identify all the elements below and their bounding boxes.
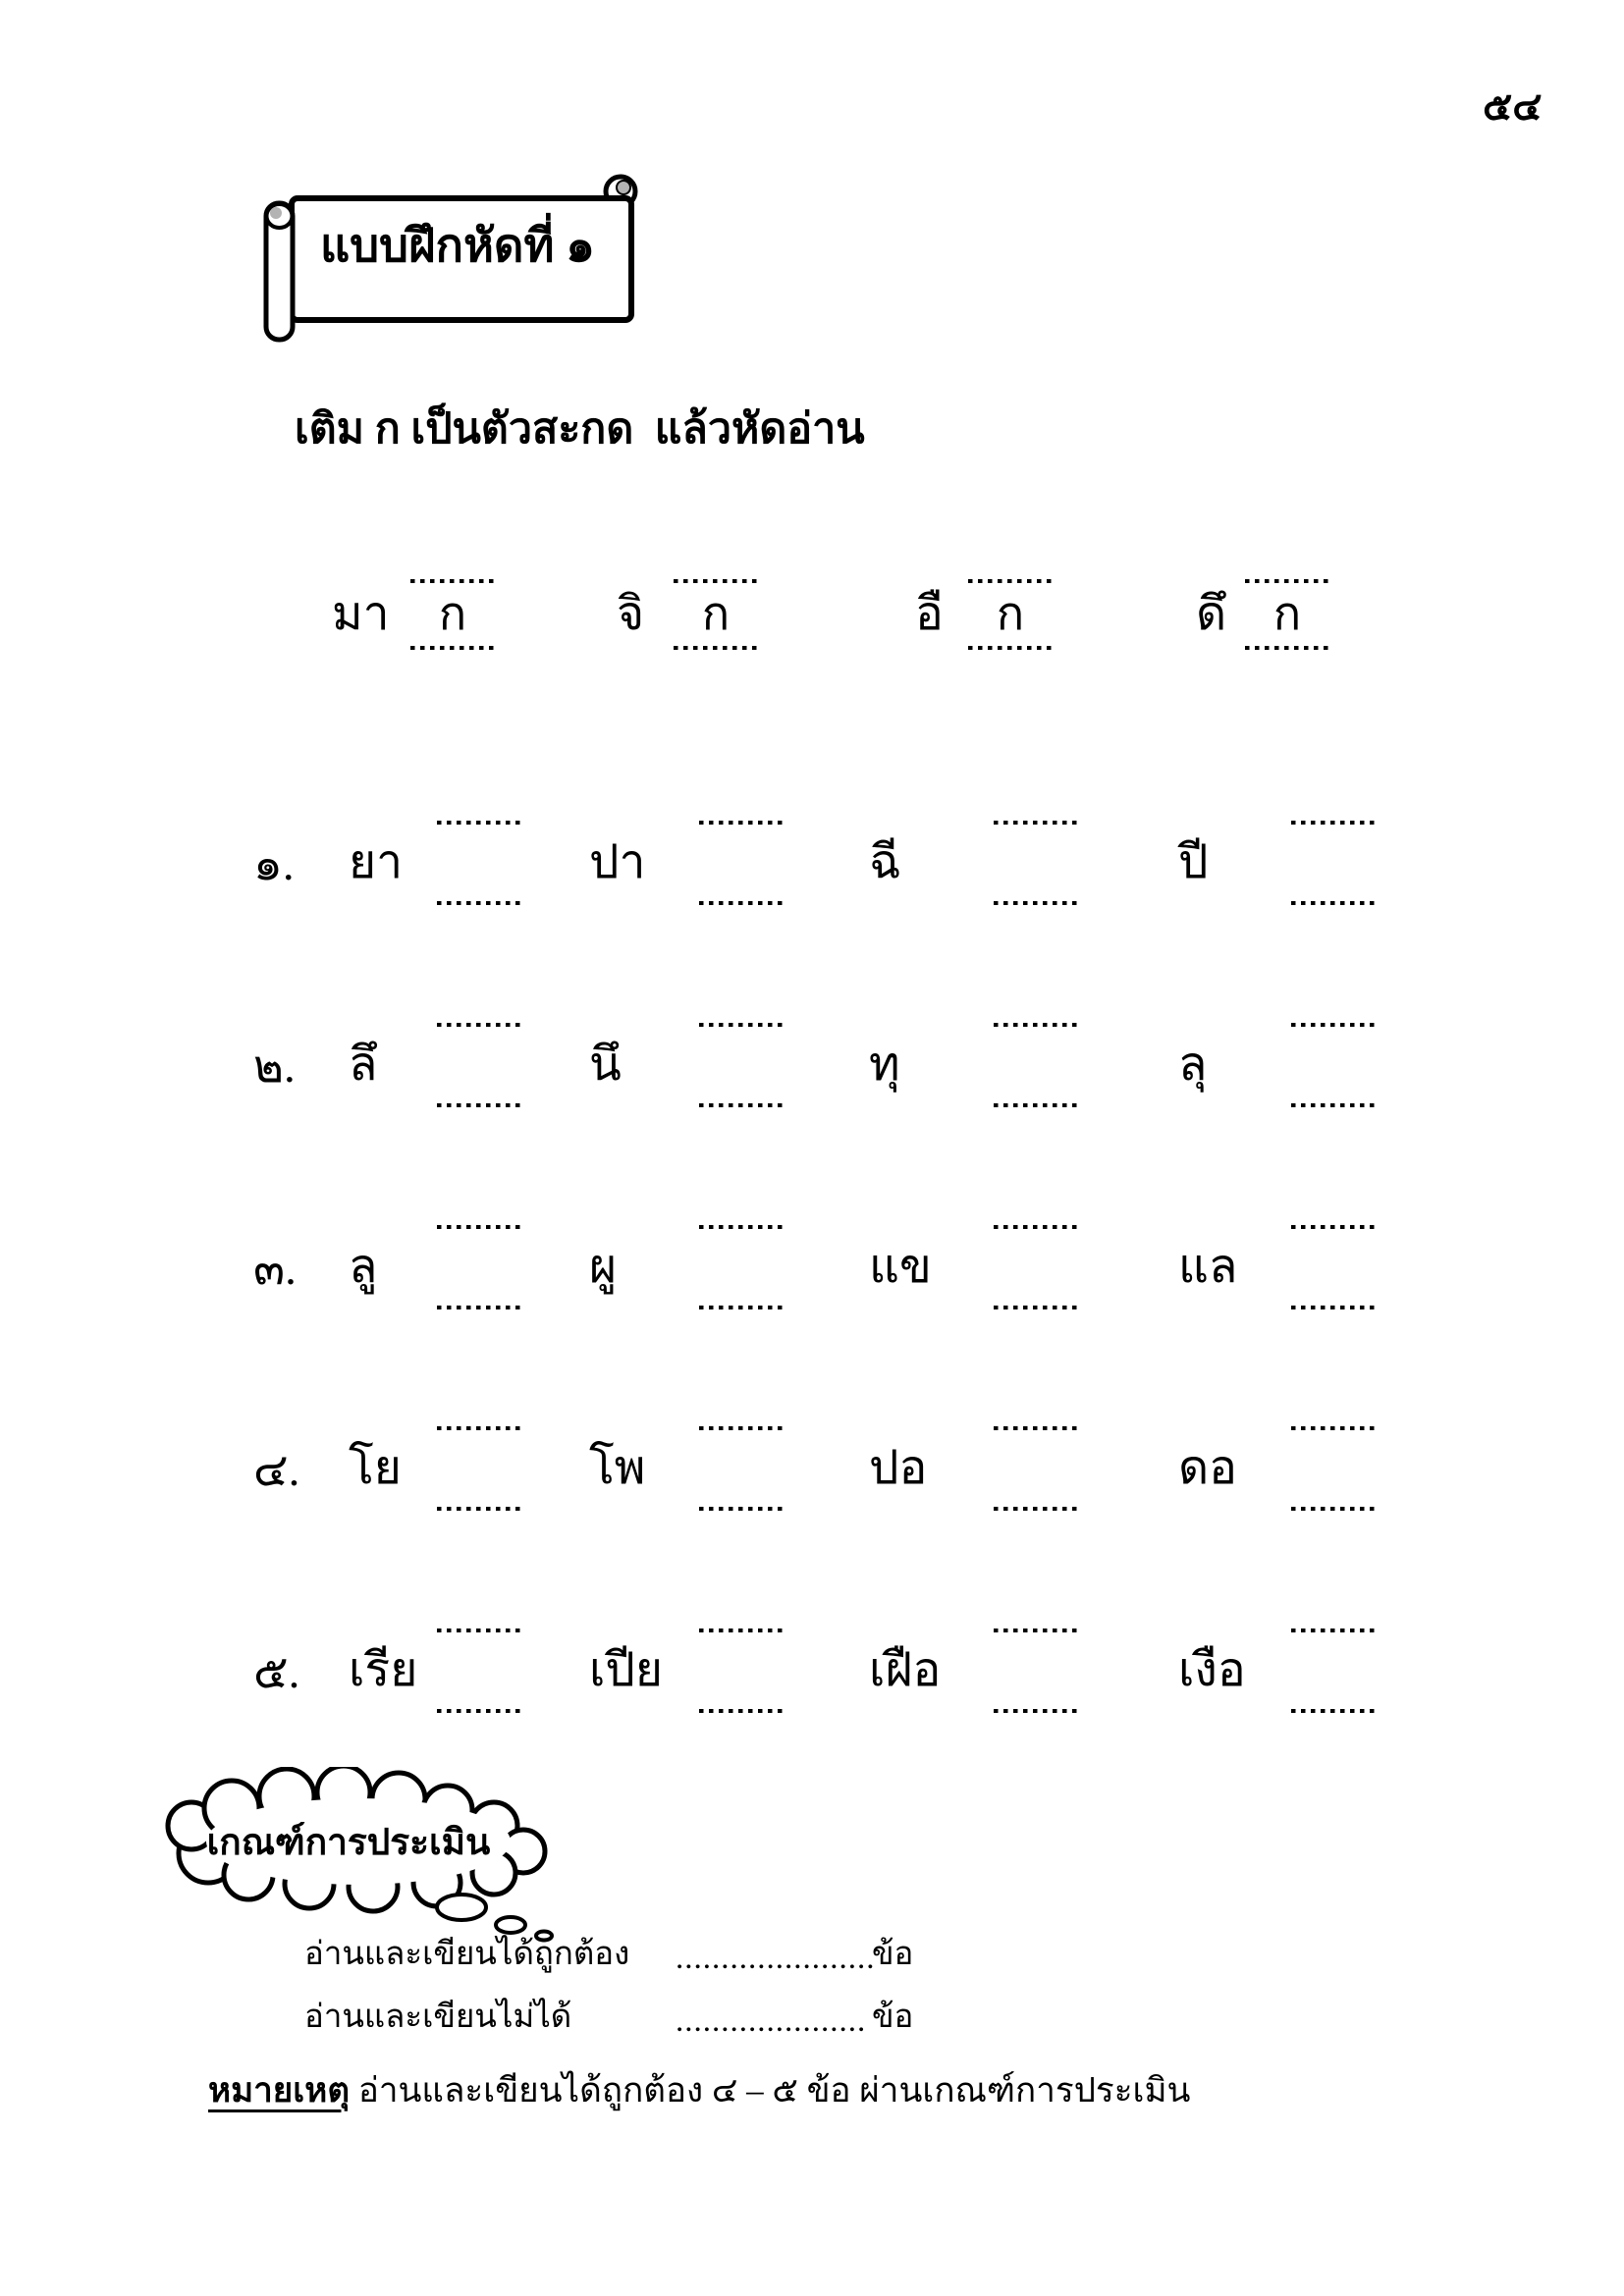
exercise-item xyxy=(1178,1426,1376,1511)
row-number: ๒. xyxy=(253,1041,296,1093)
answer-slot[interactable] xyxy=(1291,1426,1376,1511)
answer-slot[interactable] xyxy=(994,821,1078,905)
answer-slot[interactable] xyxy=(994,1225,1078,1309)
assessment-unit: ข้อ xyxy=(872,1937,914,1972)
syllable: เงือ xyxy=(1178,1644,1246,1696)
answer-slot[interactable] xyxy=(674,579,758,650)
exercise-item xyxy=(869,1426,1078,1511)
syllable: เรีย xyxy=(349,1644,418,1696)
blank-space xyxy=(994,1229,1078,1306)
answer-slot[interactable] xyxy=(699,1426,784,1511)
blank-space xyxy=(699,1027,784,1103)
dotted-line xyxy=(1291,1507,1376,1511)
syllable: ดอ xyxy=(1178,1442,1237,1494)
row-number: ๓. xyxy=(253,1243,297,1295)
answer-slot[interactable] xyxy=(1291,821,1376,905)
exercise-row xyxy=(0,1225,1624,1309)
blank-space xyxy=(437,1632,521,1709)
dotted-line xyxy=(699,1306,784,1309)
dotted-line xyxy=(437,1507,521,1511)
exercise-item xyxy=(349,821,521,905)
syllable: โพ xyxy=(589,1442,646,1494)
syllable: ปอ xyxy=(869,1442,928,1494)
blank-space xyxy=(437,1430,521,1507)
dotted-line xyxy=(994,1103,1078,1107)
exercise-row xyxy=(0,1023,1624,1107)
exercise-item xyxy=(349,1426,521,1511)
example-item xyxy=(1196,579,1329,650)
blank-space xyxy=(437,1229,521,1306)
syllable: โย xyxy=(349,1442,402,1494)
dotted-line xyxy=(437,1306,521,1309)
dotted-line xyxy=(1291,1709,1376,1713)
blank-space xyxy=(1291,1632,1376,1709)
exercise-row xyxy=(0,1426,1624,1511)
note-text: อ่านและเขียนได้ถูกต้อง ๔ – ๕ ข้อ ผ่านเกณฑ์การประเมิน xyxy=(350,2071,1191,2109)
exercise-row xyxy=(0,1629,1624,1713)
assessment-cloud-label: เกณฑ์การประเมิน xyxy=(206,1823,491,1863)
blank-space xyxy=(437,1027,521,1103)
syllable: เปีย xyxy=(589,1644,663,1696)
syllable: ฉี xyxy=(869,836,901,888)
syllable: แล xyxy=(1178,1241,1238,1293)
answer-letter: ก xyxy=(996,588,1025,640)
example-item xyxy=(915,579,1053,650)
answer-slot[interactable] xyxy=(699,821,784,905)
exercise-item xyxy=(589,1023,784,1107)
dotted-line xyxy=(437,1709,521,1713)
dotted-line xyxy=(1245,646,1329,650)
syllable: ผู xyxy=(589,1241,618,1293)
dotted-line xyxy=(410,646,495,650)
blank-space xyxy=(1291,825,1376,901)
assessment-line xyxy=(0,1932,1624,1979)
syllable: ปี xyxy=(1178,836,1209,888)
syllable: แข xyxy=(869,1241,932,1293)
syllable: นึ xyxy=(589,1039,622,1091)
exercise-item xyxy=(869,1023,1078,1107)
syllable: อื xyxy=(915,588,944,640)
exercise-item xyxy=(1178,1225,1376,1309)
answer-slot[interactable] xyxy=(437,1023,521,1107)
exercise-item xyxy=(589,821,784,905)
answer-slot[interactable] xyxy=(699,1225,784,1309)
answer-slot[interactable] xyxy=(1291,1629,1376,1713)
answer-slot[interactable] xyxy=(994,1629,1078,1713)
syllable: ปา xyxy=(589,836,646,888)
exercise-item xyxy=(349,1629,521,1713)
answer-slot[interactable] xyxy=(994,1426,1078,1511)
blank-space xyxy=(994,1430,1078,1507)
row-number: ๑. xyxy=(253,838,295,890)
exercise-item xyxy=(869,821,1078,905)
score-blank[interactable]: ..................... xyxy=(676,2003,867,2039)
dotted-line xyxy=(699,1103,784,1107)
syllable: ยา xyxy=(349,836,404,888)
answer-slot[interactable] xyxy=(699,1023,784,1107)
answer-slot[interactable] xyxy=(1291,1225,1376,1309)
blank-space xyxy=(699,1229,784,1306)
answer-slot[interactable] xyxy=(1245,579,1329,650)
banner-title: แบบฝึกหัดที่ ๑ xyxy=(319,221,596,272)
dotted-line xyxy=(994,1507,1078,1511)
dotted-line xyxy=(699,1709,784,1713)
syllable: มา xyxy=(332,588,390,640)
syllable: ลู xyxy=(349,1241,378,1293)
assessment-label: อ่านและเขียนได้ถูกต้อง xyxy=(304,1937,630,1972)
assessment-label: อ่านและเขียนไม่ได้ xyxy=(304,2000,572,2035)
dotted-line xyxy=(994,1709,1078,1713)
blank-space xyxy=(994,1632,1078,1709)
answer-slot[interactable] xyxy=(699,1629,784,1713)
answer-slot[interactable] xyxy=(994,1023,1078,1107)
example-item xyxy=(617,579,758,650)
exercise-item xyxy=(869,1225,1078,1309)
page-number: ๕๔ xyxy=(1483,84,1543,129)
dotted-line xyxy=(968,646,1053,650)
blank-space xyxy=(699,1430,784,1507)
answer-slot[interactable] xyxy=(437,1225,521,1309)
blank-space xyxy=(699,825,784,901)
syllable: ลึ xyxy=(349,1039,378,1091)
blank-space xyxy=(699,1632,784,1709)
instruction-text: เติม ก เป็นตัวสะกด แล้วหัดอ่าน xyxy=(295,406,865,453)
syllable: ทุ xyxy=(869,1039,900,1091)
assessment-unit: ข้อ xyxy=(872,2000,914,2035)
exercise-item xyxy=(349,1023,521,1107)
blank-space xyxy=(437,825,521,901)
blank-space xyxy=(994,1027,1078,1103)
syllable: จิ xyxy=(617,588,645,640)
answer-slot[interactable] xyxy=(968,579,1053,650)
answer-slot[interactable] xyxy=(410,579,495,650)
dotted-line xyxy=(994,1306,1078,1309)
answer-letter: ก xyxy=(1272,588,1302,640)
assessment-line xyxy=(0,1995,1624,2042)
answer-letter: ก xyxy=(438,588,467,640)
dotted-line xyxy=(437,901,521,905)
dotted-line xyxy=(699,901,784,905)
dotted-line xyxy=(699,1507,784,1511)
blank-space xyxy=(1291,1027,1376,1103)
score-blank[interactable]: ...................... xyxy=(676,1941,876,1976)
exercise-item xyxy=(589,1225,784,1309)
exercise-item xyxy=(349,1225,521,1309)
syllable: ดึ xyxy=(1196,588,1227,640)
exercise-item xyxy=(1178,1023,1376,1107)
exercise-item xyxy=(1178,1629,1376,1713)
dotted-line xyxy=(1291,901,1376,905)
row-number: ๔. xyxy=(253,1444,300,1496)
blank-space xyxy=(1291,1430,1376,1507)
exercise-item xyxy=(589,1426,784,1511)
example-item xyxy=(332,579,495,650)
exercise-row xyxy=(0,821,1624,905)
example-row xyxy=(0,579,1624,650)
exercise-item xyxy=(1178,821,1376,905)
note-label: หมายเหตุ xyxy=(208,2071,351,2109)
exercise-item xyxy=(589,1629,784,1713)
syllable: เฝือ xyxy=(869,1644,942,1696)
answer-letter: ก xyxy=(701,588,731,640)
note-line xyxy=(208,2063,1190,2117)
dotted-line xyxy=(994,901,1078,905)
answer-slot[interactable] xyxy=(437,1426,521,1511)
row-number: ๕. xyxy=(253,1646,300,1698)
answer-slot[interactable] xyxy=(437,821,521,905)
dotted-line xyxy=(674,646,758,650)
blank-space xyxy=(994,825,1078,901)
exercise-item xyxy=(869,1629,1078,1713)
blank-space xyxy=(1291,1229,1376,1306)
dotted-line xyxy=(1291,1306,1376,1309)
dotted-line xyxy=(437,1103,521,1107)
answer-slot[interactable] xyxy=(1291,1023,1376,1107)
dotted-line xyxy=(1291,1103,1376,1107)
syllable: ลุ xyxy=(1178,1039,1208,1091)
answer-slot[interactable] xyxy=(437,1629,521,1713)
